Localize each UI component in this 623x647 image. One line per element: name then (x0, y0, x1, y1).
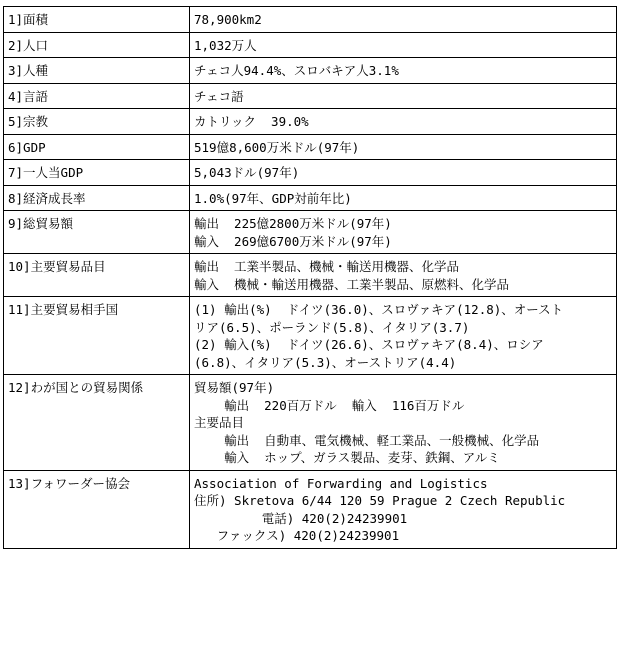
value-line: チェコ語 (194, 88, 244, 104)
row-value (190, 375, 617, 471)
value-line: (6.8)、イタリア(5.3)、オーストリア(4.4) (194, 354, 457, 370)
row-label: 7]一人当GDP (4, 160, 190, 186)
value-line: 輸出 自動車、電気機械、軽工業品、一般機械、化学品 (194, 432, 540, 448)
row-value (190, 185, 617, 211)
table-row (4, 134, 617, 160)
value-line: 電話) 420(2)24239901 (194, 510, 408, 526)
value-line: カトリック 39.0% (194, 114, 309, 129)
row-label: 3]人種 (4, 58, 190, 84)
row-label: 12]わが国との貿易関係 (4, 375, 190, 471)
value-line: ファックス) 420(2)24239901 (194, 528, 400, 543)
table-row (4, 7, 617, 33)
row-label: 11]主要貿易相手国 (4, 297, 190, 375)
value-line: 貿易額(97年) (194, 380, 275, 395)
table-row (4, 211, 617, 254)
row-value (190, 83, 617, 109)
country-info-table (3, 6, 617, 549)
table-row (4, 297, 617, 375)
value-line: 輸入 機械・輸送用機器、工業半製品、原燃料、化学品 (194, 276, 510, 292)
value-line: 519億8,600万米ドル(97年) (194, 139, 360, 155)
table-row (4, 185, 617, 211)
row-label: 10]主要貿易品目 (4, 254, 190, 297)
value-line: 輸出 工業半製品、機械・輸送用機器、化学品 (194, 259, 460, 274)
table-row (4, 375, 617, 471)
table-row (4, 83, 617, 109)
value-line: リア(6.5)、ポーランド(5.8)、イタリア(3.7) (194, 319, 470, 335)
value-line: 78,900km2 (194, 12, 262, 27)
row-label: 9]総貿易額 (4, 211, 190, 254)
row-label: 4]言語 (4, 83, 190, 109)
table-row (4, 470, 617, 548)
row-label: 13]フォワーダー協会 (4, 470, 190, 548)
value-line: 住所) Skretova 6/44 120 59 Prague 2 Czech Republic (194, 493, 566, 508)
table-row (4, 160, 617, 186)
row-label: 8]経済成長率 (4, 185, 190, 211)
value-line: (1) 輸出(%) ドイツ(36.0)、スロヴァキア(12.8)、オースト (194, 302, 564, 317)
value-line: Association of Forwarding and Logistics (194, 475, 488, 491)
value-line: チェコ人94.4%、スロバキア人3.1% (194, 63, 399, 78)
row-value (190, 254, 617, 297)
value-line: 輸入 ホップ、ガラス製品、麦芽、鉄鋼、アルミ (194, 450, 500, 465)
value-line: (2) 輸入(%) ドイツ(26.6)、スロヴァキア(8.4)、ロシア (194, 337, 544, 352)
value-line: 主要品目 (194, 415, 245, 430)
value-line: 1,032万人 (194, 37, 257, 53)
row-value (190, 297, 617, 375)
value-line: 5,043ドル(97年) (194, 165, 300, 180)
value-line: 輸出 225億2800万米ドル(97年) (194, 216, 392, 231)
row-label: 6]GDP (4, 134, 190, 160)
row-value (190, 7, 617, 33)
table-row (4, 58, 617, 84)
row-value (190, 211, 617, 254)
row-label: 2]人口 (4, 32, 190, 58)
table-row (4, 32, 617, 58)
row-value (190, 58, 617, 84)
value-line: 輸入 269億6700万米ドル(97年) (194, 233, 392, 249)
row-value (190, 160, 617, 186)
row-label: 5]宗教 (4, 109, 190, 135)
row-value (190, 134, 617, 160)
value-line: 輸出 220百万ドル 輸入 116百万ドル (194, 397, 465, 413)
table-row (4, 109, 617, 135)
row-value (190, 109, 617, 135)
table-body (4, 7, 617, 549)
table-row (4, 254, 617, 297)
row-value (190, 32, 617, 58)
row-label: 1]面積 (4, 7, 190, 33)
value-line: 1.0%(97年、GDP対前年比) (194, 190, 352, 206)
row-value (190, 470, 617, 548)
